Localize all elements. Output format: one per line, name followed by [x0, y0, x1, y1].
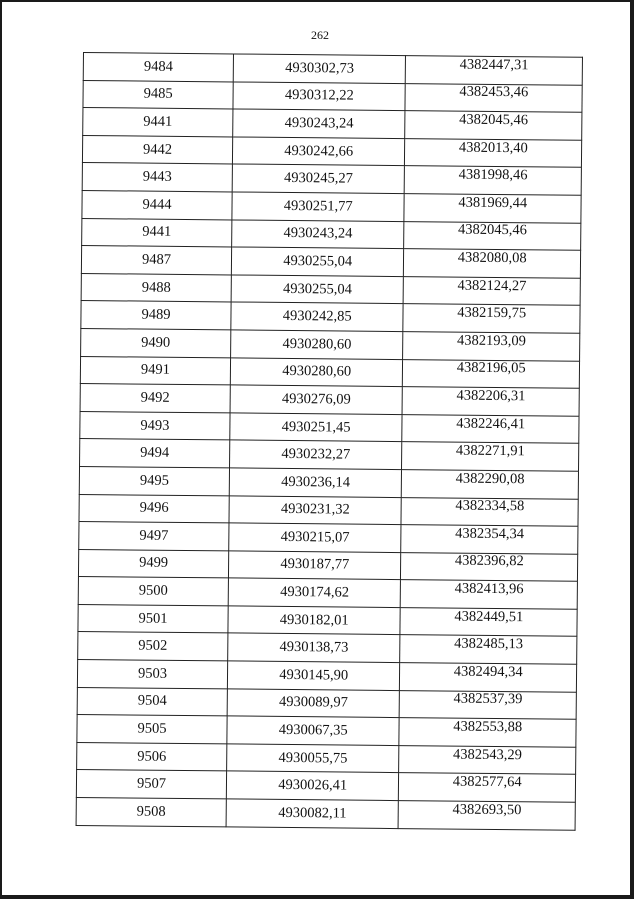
- point-number-cell: [81, 328, 231, 357]
- x-coordinate-cell: [230, 385, 403, 414]
- x-coordinate-cell: [227, 716, 400, 745]
- x-coordinate-cell: [227, 744, 400, 773]
- point-number-cell-text: 9504: [137, 693, 167, 710]
- point-number-cell: [78, 577, 228, 606]
- point-number-cell: [79, 494, 229, 523]
- point-number-cell: [80, 384, 230, 413]
- x-coordinate-cell: [233, 82, 406, 111]
- y-coordinate-cell: [399, 801, 576, 830]
- point-number-cell-text: 9500: [138, 582, 168, 599]
- x-coordinate-cell-text: 4930243,24: [283, 225, 353, 242]
- point-number-cell-text: 9508: [136, 803, 166, 820]
- point-number-cell-text: 9489: [141, 306, 171, 323]
- x-coordinate-cell: [232, 164, 405, 193]
- x-coordinate-cell: [229, 523, 402, 552]
- y-coordinate-cell: [400, 635, 577, 664]
- point-number-cell-text: 9491: [140, 361, 171, 379]
- x-coordinate-cell-text: 4930280,60: [282, 363, 352, 380]
- point-number-cell: [78, 549, 228, 578]
- y-coordinate-cell-text: 4382124,27: [457, 277, 527, 294]
- point-number-cell-text: 9496: [139, 499, 169, 517]
- y-coordinate-cell: [402, 387, 579, 416]
- y-coordinate-cell-text: 4382193,09: [456, 332, 526, 349]
- x-coordinate-cell-text: 4930302,73: [285, 59, 355, 77]
- point-number-cell-text: 9495: [139, 472, 169, 489]
- y-coordinate-cell: [399, 718, 576, 747]
- point-number-cell: [81, 301, 231, 330]
- y-coordinate-cell: [403, 304, 580, 333]
- x-coordinate-cell: [228, 551, 401, 580]
- y-coordinate-cell-text: 4382449,51: [454, 608, 524, 625]
- y-coordinate-cell: [404, 221, 581, 250]
- table-row: [76, 798, 575, 830]
- y-coordinate-cell-text: 4382693,50: [452, 801, 522, 819]
- y-coordinate-cell-text: 4382206,31: [456, 387, 526, 405]
- point-number-cell-text: 9443: [142, 168, 172, 186]
- x-coordinate-cell: [232, 219, 405, 248]
- y-coordinate-cell: [405, 111, 582, 140]
- y-coordinate-cell-text: 4382159,75: [457, 304, 527, 322]
- point-number-cell-text: 9501: [138, 610, 168, 627]
- x-coordinate-cell: [230, 413, 403, 442]
- point-number-cell: [82, 218, 232, 247]
- x-coordinate-cell: [228, 633, 401, 662]
- y-coordinate-cell: [400, 663, 577, 692]
- y-coordinate-cell-text: 4382246,41: [456, 415, 526, 432]
- y-coordinate-cell-text: 4382543,29: [452, 746, 523, 763]
- y-coordinate-cell: [404, 249, 581, 278]
- point-number-cell-text: 9441: [143, 113, 173, 130]
- y-coordinate-cell: [400, 607, 577, 636]
- point-number-cell-text: 9490: [141, 334, 171, 351]
- y-coordinate-cell: [401, 552, 578, 581]
- x-coordinate-cell: [230, 440, 403, 469]
- y-coordinate-cell: [401, 525, 578, 554]
- y-coordinate-cell-text: 4382196,05: [456, 359, 526, 377]
- point-number-cell: [81, 273, 231, 302]
- y-coordinate-cell-text: 4382013,40: [458, 139, 528, 156]
- point-number-cell: [83, 53, 233, 82]
- x-coordinate-cell: [231, 330, 404, 359]
- x-coordinate-cell: [232, 192, 405, 221]
- y-coordinate-cell: [404, 276, 581, 305]
- x-coordinate-cell: [232, 137, 405, 166]
- x-coordinate-cell-text: 4930138,73: [279, 639, 349, 656]
- y-coordinate-cell-text: 4381969,44: [458, 194, 528, 212]
- y-coordinate-cell: [405, 83, 582, 112]
- x-coordinate-cell: [226, 771, 399, 800]
- y-coordinate-cell: [402, 414, 579, 443]
- point-number-cell: [77, 715, 227, 744]
- x-coordinate-cell-text: 4930232,27: [281, 446, 351, 463]
- point-number-cell: [79, 522, 229, 551]
- y-coordinate-cell-text: 4382045,46: [459, 111, 529, 129]
- y-coordinate-cell: [404, 194, 581, 223]
- point-number-cell: [77, 660, 227, 689]
- point-number-cell: [81, 246, 231, 275]
- x-coordinate-cell: [226, 799, 399, 828]
- point-number-cell: [77, 687, 227, 716]
- y-coordinate-cell-text: 4382447,31: [459, 56, 529, 74]
- point-number-cell-text: 9497: [139, 527, 169, 544]
- x-coordinate-cell-text: 4930312,22: [284, 87, 354, 104]
- point-number-cell-text: 9442: [142, 141, 173, 158]
- y-coordinate-cell-text: 4382396,82: [454, 553, 524, 570]
- y-coordinate-cell: [402, 442, 579, 471]
- x-coordinate-cell-text: 4930182,01: [279, 611, 349, 629]
- x-coordinate-cell: [227, 689, 400, 718]
- point-number-cell: [83, 80, 233, 109]
- y-coordinate-cell-text: 4382290,08: [455, 470, 525, 487]
- y-coordinate-cell-text: 4382453,46: [459, 84, 529, 101]
- point-number-cell-text: 9492: [140, 389, 170, 406]
- y-coordinate-cell-text: 4382271,91: [455, 442, 525, 460]
- y-coordinate-cell-text: 4382354,34: [455, 525, 525, 543]
- x-coordinate-cell: [231, 275, 404, 304]
- x-coordinate-cell-text: 4930243,24: [284, 114, 354, 132]
- y-coordinate-cell-text: 4382485,13: [454, 635, 524, 653]
- point-number-cell: [80, 356, 230, 385]
- point-number-cell-text: 9506: [137, 748, 167, 765]
- x-coordinate-cell-text: 4930242,66: [284, 142, 354, 160]
- y-coordinate-cell-text: 4382045,46: [458, 221, 528, 239]
- y-coordinate-cell: [405, 166, 582, 195]
- page-number: 262: [311, 28, 329, 42]
- coordinates-table: [76, 52, 583, 830]
- x-coordinate-cell: [231, 302, 404, 331]
- point-number-cell-text: 9484: [143, 58, 173, 75]
- y-coordinate-cell-text: 4382494,34: [453, 663, 523, 681]
- y-coordinate-cell: [402, 469, 579, 498]
- x-coordinate-cell: [229, 468, 402, 497]
- x-coordinate-cell: [227, 661, 400, 690]
- x-coordinate-cell-text: 4930026,41: [278, 777, 348, 794]
- y-coordinate-cell: [401, 580, 578, 609]
- x-coordinate-cell: [231, 247, 404, 276]
- point-number-cell: [80, 411, 230, 440]
- y-coordinate-cell: [406, 56, 583, 85]
- point-number-cell-text: 9488: [141, 279, 171, 296]
- point-number-cell-text: 9485: [143, 85, 173, 103]
- x-coordinate-cell-text: 4930082,11: [278, 804, 347, 822]
- coordinates-table-body: [76, 53, 582, 830]
- x-coordinate-cell: [233, 54, 406, 83]
- x-coordinate-cell-text: 4930231,32: [280, 501, 350, 518]
- x-coordinate-cell-text: 4930145,90: [279, 666, 349, 684]
- x-coordinate-cell: [230, 357, 403, 386]
- point-number-cell: [83, 108, 233, 137]
- point-number-cell-text: 9444: [142, 196, 172, 213]
- y-coordinate-cell-text: 4382577,64: [452, 773, 522, 791]
- point-number-cell: [78, 604, 228, 633]
- x-coordinate-cell-text: 4930280,60: [282, 335, 352, 353]
- x-coordinate-cell: [229, 495, 402, 524]
- x-coordinate-cell-text: 4930215,07: [280, 528, 350, 546]
- x-coordinate-cell-text: 4930067,35: [278, 721, 348, 739]
- x-coordinate-cell-text: 4930174,62: [280, 583, 350, 601]
- point-number-cell-text: 9494: [140, 444, 170, 461]
- x-coordinate-cell-text: 4930245,27: [284, 170, 354, 187]
- point-number-cell: [82, 163, 232, 192]
- y-coordinate-cell: [400, 690, 577, 719]
- point-number-cell: [80, 439, 230, 468]
- y-coordinate-cell-text: 4382080,08: [457, 249, 527, 267]
- x-coordinate-cell: [233, 109, 406, 138]
- x-coordinate-cell-text: 4930055,75: [278, 749, 348, 767]
- y-coordinate-cell-text: 4382537,39: [453, 691, 523, 708]
- x-coordinate-cell-text: 4930276,09: [281, 390, 351, 408]
- point-number-cell-text: 9441: [142, 223, 172, 241]
- point-number-cell-text: 9499: [139, 555, 169, 572]
- y-coordinate-cell: [401, 497, 578, 526]
- x-coordinate-cell-text: 4930187,77: [280, 556, 350, 574]
- point-number-cell-text: 9503: [137, 665, 168, 682]
- point-number-cell: [76, 798, 226, 827]
- y-coordinate-cell: [405, 138, 582, 167]
- y-coordinate-cell: [403, 332, 580, 361]
- x-coordinate-cell: [228, 606, 401, 635]
- y-coordinate-cell-text: 4382334,58: [455, 497, 525, 515]
- point-number-cell: [76, 770, 226, 799]
- y-coordinate-cell: [399, 745, 576, 774]
- x-coordinate-cell-text: 4930251,45: [281, 418, 351, 436]
- y-coordinate-cell: [399, 773, 576, 802]
- point-number-cell: [82, 190, 232, 219]
- point-number-cell-text: 9502: [138, 637, 168, 655]
- point-number-cell: [77, 742, 227, 771]
- y-coordinate-cell-text: 4381998,46: [458, 166, 528, 184]
- x-coordinate-cell-text: 4930242,85: [282, 308, 352, 325]
- x-coordinate-cell-text: 4930251,77: [283, 197, 353, 215]
- point-number-cell: [78, 632, 228, 661]
- point-number-cell-text: 9487: [141, 251, 172, 268]
- y-coordinate-cell-text: 4382553,88: [453, 718, 523, 736]
- point-number-cell: [79, 466, 229, 495]
- x-coordinate-cell-text: 4930089,97: [278, 694, 348, 712]
- point-number-cell-text: 9493: [140, 417, 170, 434]
- x-coordinate-cell-text: 4930236,14: [281, 473, 351, 491]
- x-coordinate-cell-text: 4930255,04: [282, 280, 352, 298]
- x-coordinate-cell-text: 4930255,04: [283, 252, 353, 270]
- point-number-cell: [82, 135, 232, 164]
- y-coordinate-cell-text: 4382413,96: [454, 580, 524, 598]
- point-number-cell-text: 9507: [136, 775, 167, 793]
- y-coordinate-cell: [403, 359, 580, 388]
- point-number-cell-text: 9505: [137, 720, 167, 737]
- x-coordinate-cell: [228, 578, 401, 607]
